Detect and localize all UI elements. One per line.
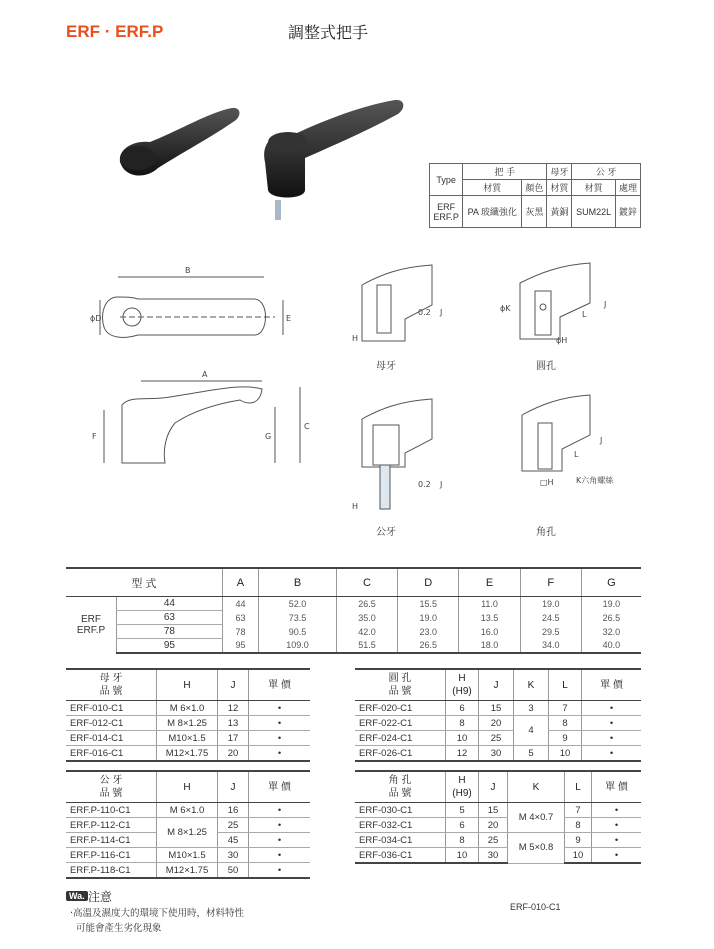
- dim-label-g: G: [265, 432, 272, 441]
- part-code: ERF.P-118-C1: [66, 863, 157, 879]
- cell-h: 6: [446, 701, 479, 716]
- dim-header: C: [336, 568, 397, 597]
- dim-label-pitch-male: 0.2: [418, 480, 431, 489]
- cell-l: 9: [549, 731, 582, 746]
- cell-price: •: [592, 848, 642, 864]
- dim-label-hex: K六角螺絲: [576, 476, 614, 485]
- square-col-j: J: [479, 771, 508, 803]
- round-col-k: K: [514, 669, 549, 701]
- table-row: [355, 833, 641, 848]
- female-title: 母 牙: [99, 673, 123, 684]
- round-col-h9: (H9): [452, 686, 472, 697]
- handle-photo-female: [120, 108, 240, 176]
- note-line: 可能會產生劣化現象: [76, 923, 162, 934]
- round-col-h: [446, 669, 479, 701]
- technical-drawings: [0, 255, 714, 555]
- part-code: ERF-032-C1: [355, 818, 446, 833]
- square-col-price: 單 價: [592, 771, 642, 803]
- cell-price: •: [592, 818, 642, 833]
- female-header: [66, 669, 157, 701]
- cell-h: M 6×1.0: [157, 803, 218, 818]
- dim-header: A: [222, 568, 258, 597]
- dim-cell: 34.0: [520, 639, 581, 654]
- caption-round-hole: 圓孔: [536, 361, 556, 372]
- dim-label-d: ϕD: [90, 314, 102, 323]
- part-code: ERF.P-116-C1: [66, 848, 157, 863]
- table-row: [355, 746, 641, 762]
- dim-label-j-female: J: [440, 308, 443, 317]
- cell-h: M10×1.5: [157, 731, 218, 746]
- part-code: ERF.P-110-C1: [66, 803, 157, 818]
- dim-label-h-round: ϕH: [556, 336, 568, 345]
- male-header: [66, 771, 157, 803]
- male-col-h: H: [157, 771, 218, 803]
- page-title: 調整式把手: [288, 23, 369, 42]
- cell-j: 30: [218, 848, 249, 863]
- cell-l: 9: [565, 833, 592, 848]
- value-cell: 灰黑: [522, 196, 547, 228]
- dim-size: 44: [117, 597, 223, 611]
- note-text: [70, 906, 244, 936]
- dim-label-l-round: L: [582, 310, 587, 319]
- male-col-price: 單 價: [249, 771, 311, 803]
- square-hole-table: [355, 770, 641, 864]
- dim-cell: 26.5: [336, 597, 397, 611]
- cell-k: 4: [514, 716, 549, 746]
- dim-label-c: C: [304, 422, 310, 431]
- table-row: [66, 848, 310, 863]
- cell-l: 8: [565, 818, 592, 833]
- product-photos: [110, 100, 410, 220]
- type-erf: ERF: [437, 201, 456, 212]
- square-col-h: [446, 771, 479, 803]
- cell-h: M10×1.5: [157, 848, 218, 863]
- round-hole-table: [355, 668, 641, 762]
- table-row: [66, 803, 310, 818]
- square-col-l: L: [565, 771, 592, 803]
- part-code: ERF-036-C1: [355, 848, 446, 864]
- male-col-j: J: [218, 771, 249, 803]
- part-code: ERF.P-114-C1: [66, 833, 157, 848]
- cell-h: M 6×1.0: [157, 701, 218, 716]
- dim-cell: 78: [222, 625, 258, 639]
- cell-price: •: [582, 746, 642, 762]
- table-row: [66, 818, 310, 833]
- dim-cell: 32.0: [581, 625, 641, 639]
- caption-female: 母牙: [376, 361, 396, 372]
- round-col-l: L: [549, 669, 582, 701]
- dim-header: B: [259, 568, 337, 597]
- cell-j: 25: [479, 833, 508, 848]
- dim-cell: 18.0: [459, 639, 520, 654]
- cell-j: 30: [479, 746, 514, 762]
- round-col-j: J: [479, 669, 514, 701]
- square-col-h-label: H: [458, 775, 466, 786]
- cell-j: 20: [218, 746, 249, 762]
- male-title: 公 牙: [99, 775, 123, 786]
- group-header-male: 公 牙: [572, 164, 641, 180]
- dim-label-h-male: H: [352, 502, 359, 511]
- cell-j: 15: [479, 701, 514, 716]
- dim-label-j-square: J: [600, 436, 603, 445]
- square-title: 角 孔: [388, 775, 412, 786]
- cell-j: 13: [218, 716, 249, 731]
- type-erfp: ERF.P: [433, 211, 459, 222]
- caption-male: 公牙: [376, 527, 396, 538]
- male-sub: 品 號: [99, 788, 123, 799]
- cell-h: 12: [446, 746, 479, 762]
- part-code: ERF-016-C1: [66, 746, 157, 762]
- dim-label-j-male: J: [440, 480, 443, 489]
- dim-model-cell: [66, 597, 117, 654]
- sub-header: 顏色: [522, 180, 547, 196]
- dim-label-e: E: [286, 314, 292, 323]
- part-code: ERF-012-C1: [66, 716, 157, 731]
- cell-j: 25: [479, 731, 514, 746]
- model-erfp: ERF.P: [76, 625, 106, 636]
- cell-j: 20: [479, 716, 514, 731]
- cell-k: M 4×0.7: [508, 803, 565, 833]
- square-col-k: K: [508, 771, 565, 803]
- cell-price: •: [592, 833, 642, 848]
- sub-header: 材質: [463, 180, 522, 196]
- dim-label-h-square: □H: [540, 478, 554, 487]
- brand-title: ERF · ERF.P: [66, 22, 164, 41]
- cell-h: M 8×1.25: [157, 818, 218, 848]
- cell-l: 7: [565, 803, 592, 818]
- cell-price: •: [249, 701, 311, 716]
- cell-h: 8: [446, 833, 479, 848]
- part-code: ERF-022-C1: [355, 716, 446, 731]
- dim-header: G: [581, 568, 641, 597]
- dim-cell: 11.0: [459, 597, 520, 611]
- table-row: [355, 803, 641, 818]
- cell-j: 30: [479, 848, 508, 864]
- material-table: [429, 163, 641, 228]
- square-col-h9: (H9): [452, 788, 472, 799]
- dim-label-j-round: J: [604, 300, 607, 309]
- sub-header: 材質: [572, 180, 616, 196]
- cell-k: M 5×0.8: [508, 833, 565, 864]
- model-erf: ERF: [81, 614, 101, 625]
- dim-cell: 24.5: [520, 611, 581, 625]
- cell-l: 7: [549, 701, 582, 716]
- cell-l: 10: [565, 848, 592, 864]
- cell-j: 20: [479, 818, 508, 833]
- cell-l: 8: [549, 716, 582, 731]
- cell-h: 10: [446, 731, 479, 746]
- cell-h: 6: [446, 818, 479, 833]
- cell-k: 5: [514, 746, 549, 762]
- dim-size: 95: [117, 639, 223, 654]
- group-header-handle: 把 手: [463, 164, 547, 180]
- cell-j: 15: [479, 803, 508, 818]
- value-cell: SUM22L: [572, 196, 616, 228]
- table-row: [66, 731, 310, 746]
- cell-j: 45: [218, 833, 249, 848]
- round-sub: 品 號: [388, 686, 412, 697]
- cell-h: M12×1.75: [157, 863, 218, 879]
- cell-price: •: [582, 716, 642, 731]
- dim-size: 63: [117, 611, 223, 625]
- dimension-table: [66, 567, 641, 654]
- dim-cell: 15.5: [398, 597, 459, 611]
- note-line: ·高溫及濕度大的環境下使用時，材料特性: [70, 908, 245, 919]
- handle-photo-male: [264, 100, 403, 220]
- footer-sample-code: ERF-010-C1: [510, 902, 561, 912]
- dim-label-f: F: [92, 432, 97, 441]
- square-sub: 品 號: [388, 788, 412, 799]
- part-code: ERF-034-C1: [355, 833, 446, 848]
- dim-label-h-female: H: [352, 334, 359, 343]
- dim-cell: 16.0: [459, 625, 520, 639]
- dim-header: E: [459, 568, 520, 597]
- cell-price: •: [249, 863, 311, 879]
- type-cell: [430, 196, 463, 228]
- dim-cell: 52.0: [259, 597, 337, 611]
- part-code: ERF-014-C1: [66, 731, 157, 746]
- cell-j: 16: [218, 803, 249, 818]
- round-header: [355, 669, 446, 701]
- group-header-female: 母牙: [547, 164, 572, 180]
- part-code: ERF-024-C1: [355, 731, 446, 746]
- dim-label-pitch-female: 0.2: [418, 308, 431, 317]
- round-col-price: 單 價: [582, 669, 642, 701]
- cell-h: M 8×1.25: [157, 716, 218, 731]
- part-code: ERF.P-112-C1: [66, 818, 157, 833]
- dim-cell: 40.0: [581, 639, 641, 654]
- dim-cell: 19.0: [581, 597, 641, 611]
- table-row: [355, 716, 641, 731]
- cell-h: 5: [446, 803, 479, 818]
- cell-price: •: [582, 701, 642, 716]
- type-label: Type: [430, 164, 463, 196]
- dim-cell: 29.5: [520, 625, 581, 639]
- cell-price: •: [249, 803, 311, 818]
- value-cell: 黃銅: [547, 196, 572, 228]
- dim-header: F: [520, 568, 581, 597]
- cell-price: •: [249, 731, 311, 746]
- cell-price: •: [249, 746, 311, 762]
- value-cell: 鍍鋅: [615, 196, 640, 228]
- caption-square-hole: 角孔: [536, 527, 556, 538]
- table-row: [66, 716, 310, 731]
- sub-header: 材質: [547, 180, 572, 196]
- dim-cell: 51.5: [336, 639, 397, 654]
- cell-price: •: [249, 716, 311, 731]
- table-row: [66, 746, 310, 762]
- note-badge: Wa.: [66, 891, 88, 901]
- part-code: ERF-030-C1: [355, 803, 446, 818]
- round-title: 圓 孔: [388, 673, 412, 684]
- cell-price: •: [249, 833, 311, 848]
- cell-l: 10: [549, 746, 582, 762]
- round-col-h-label: H: [458, 673, 466, 684]
- cell-j: 12: [218, 701, 249, 716]
- table-row: [355, 818, 641, 833]
- cell-h: M12×1.75: [157, 746, 218, 762]
- dim-cell: 35.0: [336, 611, 397, 625]
- table-row: [66, 701, 310, 716]
- part-code: ERF-026-C1: [355, 746, 446, 762]
- cell-j: 25: [218, 818, 249, 833]
- dim-cell: 26.5: [581, 611, 641, 625]
- table-row: [355, 731, 641, 746]
- dim-cell: 63: [222, 611, 258, 625]
- dim-cell: 23.0: [398, 625, 459, 639]
- square-header: [355, 771, 446, 803]
- dim-cell: 95: [222, 639, 258, 654]
- cell-h: 10: [446, 848, 479, 864]
- dim-label-b: B: [185, 266, 191, 275]
- female-thread-table: [66, 668, 310, 762]
- dim-cell: 44: [222, 597, 258, 611]
- dim-size: 78: [117, 625, 223, 639]
- female-sub: 品 號: [99, 686, 123, 697]
- cell-j: 17: [218, 731, 249, 746]
- dim-cell: 73.5: [259, 611, 337, 625]
- dim-header-model: 型 式: [66, 568, 222, 597]
- table-row: [355, 848, 641, 864]
- dim-label-l-square: L: [574, 450, 579, 459]
- dim-cell: 13.5: [459, 611, 520, 625]
- dim-cell: 109.0: [259, 639, 337, 654]
- female-col-price: 單 價: [249, 669, 311, 701]
- dim-cell: 19.0: [398, 611, 459, 625]
- value-cell: PA 玻纖強化: [463, 196, 522, 228]
- female-col-h: H: [157, 669, 218, 701]
- part-code: ERF-020-C1: [355, 701, 446, 716]
- male-thread-table: [66, 770, 310, 879]
- dim-cell: 42.0: [336, 625, 397, 639]
- cell-price: •: [582, 731, 642, 746]
- dim-cell: 26.5: [398, 639, 459, 654]
- table-row: [355, 701, 641, 716]
- dim-cell: 19.0: [520, 597, 581, 611]
- sub-header: 處理: [615, 180, 640, 196]
- cell-k: 3: [514, 701, 549, 716]
- cell-price: •: [592, 803, 642, 818]
- cell-price: •: [249, 818, 311, 833]
- female-col-j: J: [218, 669, 249, 701]
- dim-cell: 90.5: [259, 625, 337, 639]
- cell-h: 8: [446, 716, 479, 731]
- cell-price: •: [249, 848, 311, 863]
- part-code: ERF-010-C1: [66, 701, 157, 716]
- dim-header: D: [398, 568, 459, 597]
- dim-label-k: ϕK: [500, 304, 511, 313]
- table-row: [66, 863, 310, 879]
- cell-j: 50: [218, 863, 249, 879]
- note-title: 注意: [88, 890, 113, 904]
- dim-label-a: A: [202, 370, 208, 379]
